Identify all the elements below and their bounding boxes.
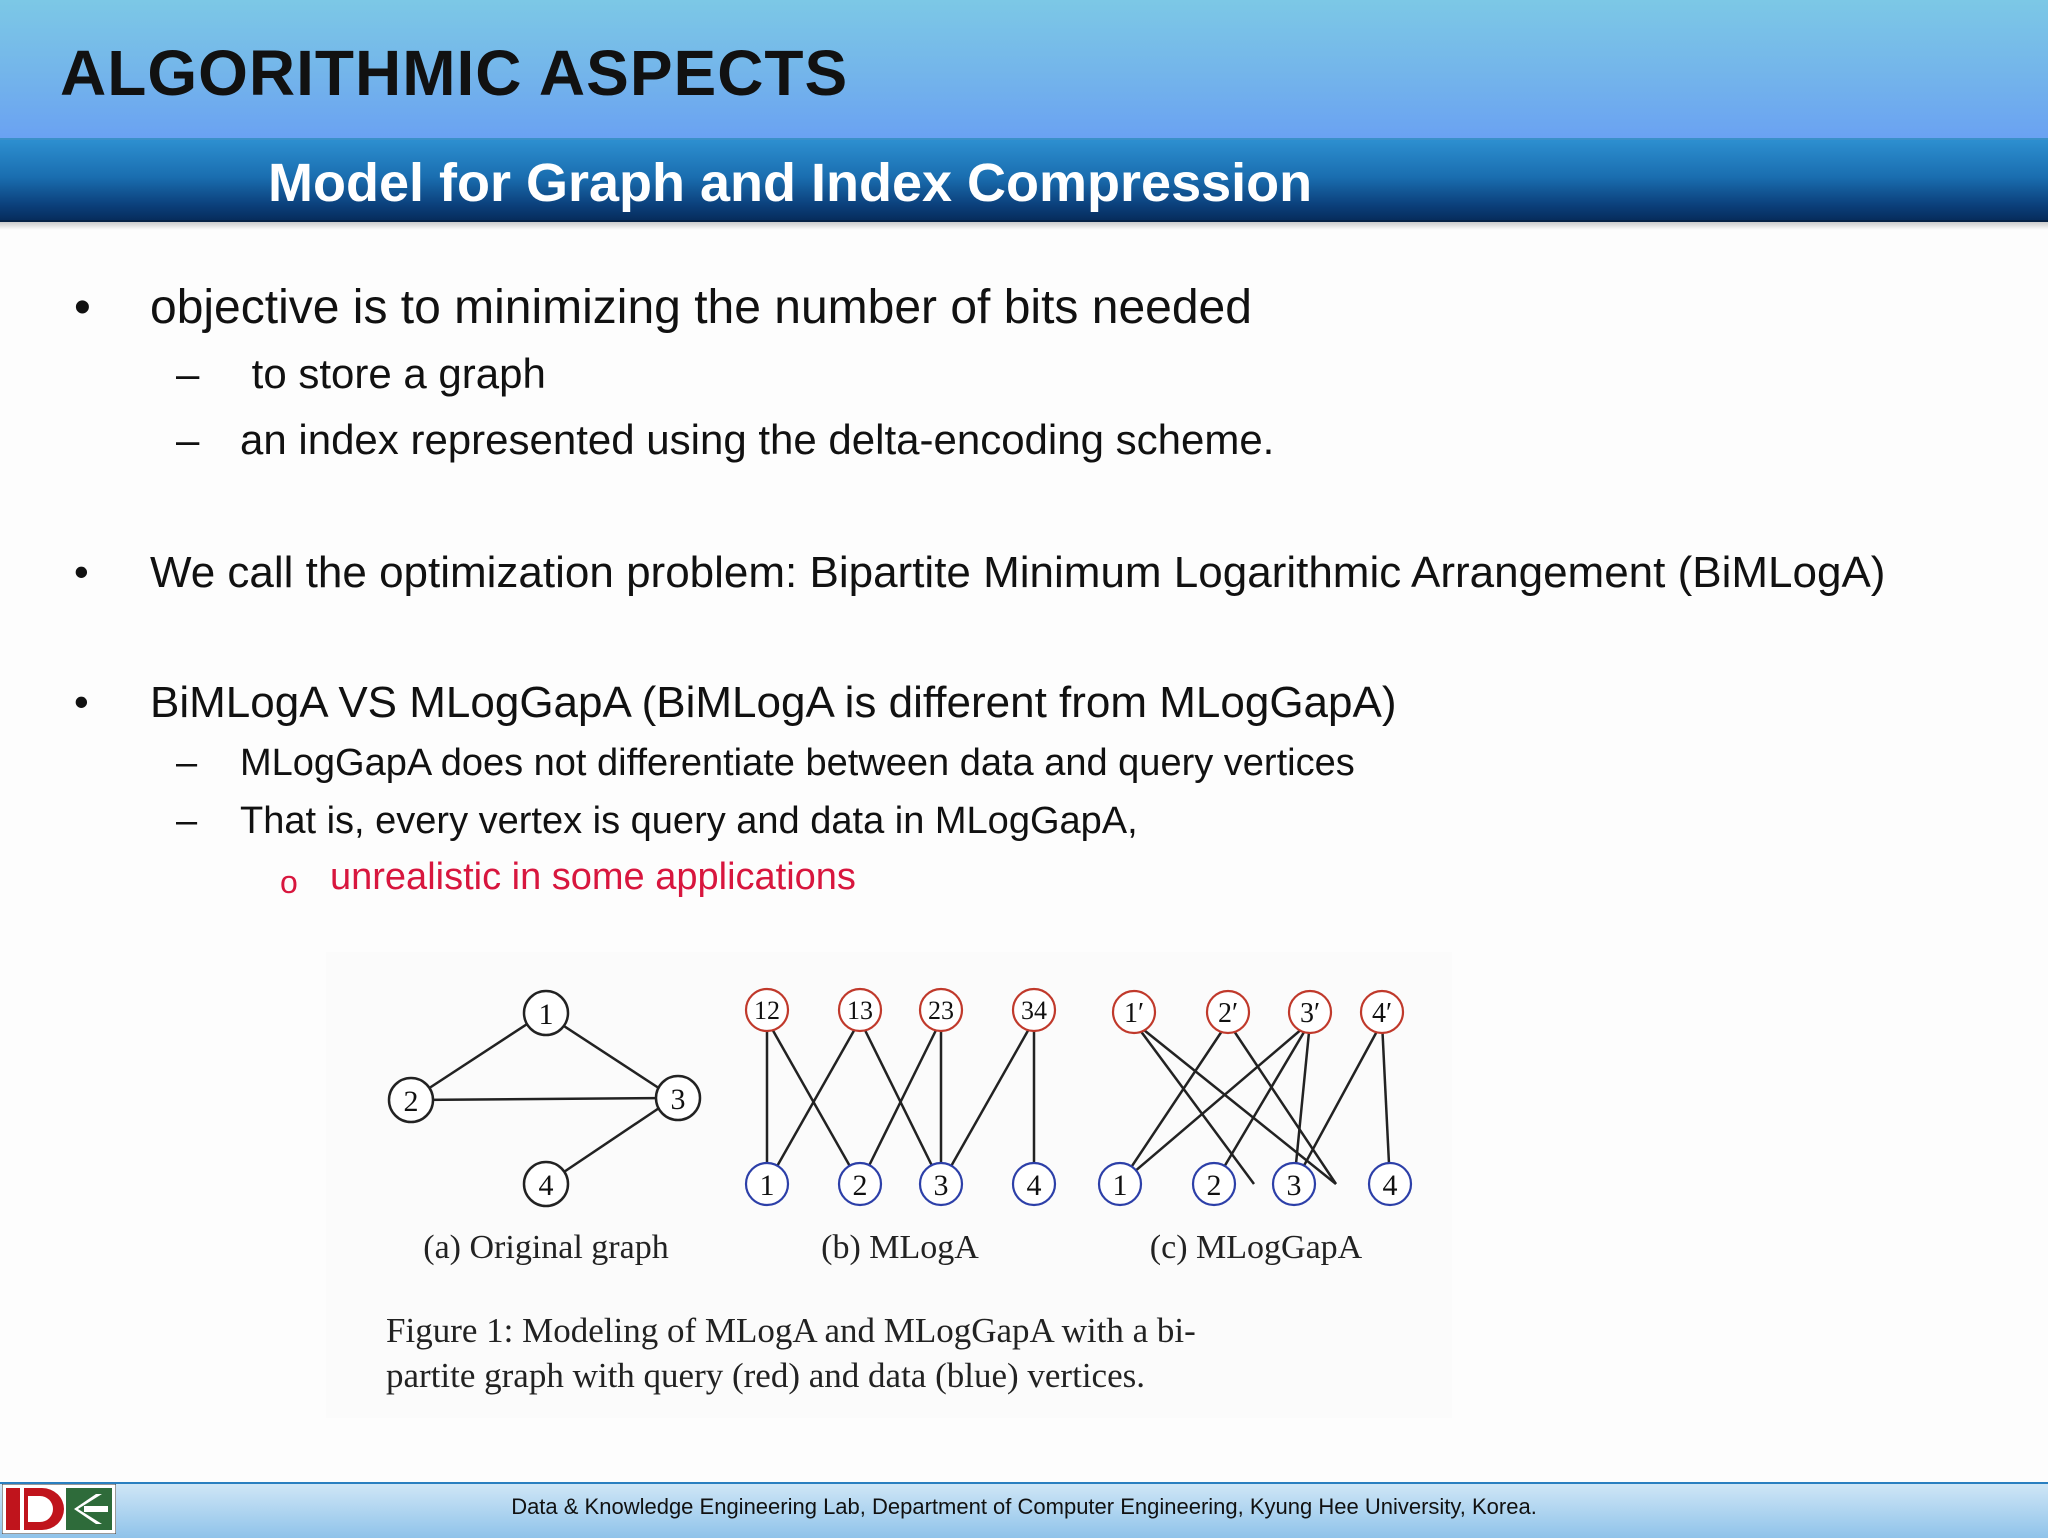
bullet-optimization-problem: We call the optimization problem: Bipartite Minimum Logarithmic Arrangement (BiMLogA) [150,548,1886,597]
graph-c-data-nodes [1099,1163,1411,1205]
dash-marker: – [176,416,200,463]
label-mloggapa: (c) MLogGapA [1149,1229,1363,1266]
footer-text: Data & Knowledge Engineering Lab, Department of Computer Engineering, Kyung Hee University, Korea. [511,1494,1537,1519]
slide-title: ALGORITHMIC ASPECTS [60,37,849,109]
graph-a-edges [411,1013,674,1184]
figure-bipartite-graphs [326,952,1452,1418]
bullet-marker: • [74,678,89,725]
graph-b-data-nodes [746,1163,1055,1205]
label-mloga: (b) MLogA [821,1229,979,1266]
graph-b-query-label: 13 [847,996,873,1025]
graph-c-data-label: 1 [1112,1169,1128,1202]
graph-a-node-label: 2 [403,1085,419,1118]
dash-marker: – [176,350,200,397]
bullet-bimloga-vs-mloggapa: BiMLogA VS MLogGapA (BiMLogA is different from MLogGapA) [150,678,1397,727]
circle-marker: o [280,864,298,900]
figure-caption-line2: partite graph with query (red) and data (blue) vertices. [386,1356,1145,1395]
slide-subtitle: Model for Graph and Index Compression [268,153,1313,213]
sub-bullet-store-graph: to store a graph [240,350,546,397]
graph-b-data-label: 2 [852,1169,868,1202]
graph-b-data-label: 3 [933,1169,949,1202]
graph-c-edges [1120,1022,1390,1184]
figure-caption-line1: Figure 1: Modeling of MLogA and MLogGapA with a bi- [386,1311,1196,1350]
graph-c-query-label: 2′ [1217,998,1239,1029]
dash-marker: – [176,800,198,842]
dash-marker: – [176,742,198,784]
graph-b-data-label: 4 [1026,1169,1042,1202]
sub-bullet-index: an index represented using the delta-encoding scheme. [240,416,1275,463]
graph-b-query-label: 23 [928,996,954,1025]
sub-sub-bullet-unrealistic: unrealistic in some applications [330,856,856,898]
graph-c-query-label: 1′ [1123,998,1145,1029]
bullet-objective: objective is to minimizing the number of bits needed [150,281,1252,334]
graph-b-data-label: 1 [759,1169,775,1202]
graph-b-query-label: 12 [754,996,780,1025]
figure-svg [326,952,1452,1418]
graph-c-data-label: 3 [1286,1169,1302,1202]
graph-b-query-label: 34 [1021,996,1047,1025]
graph-a-node-label: 4 [538,1169,554,1202]
graph-c-query-label: 3′ [1299,998,1321,1029]
graph-b-edges [767,1020,1034,1184]
bullet-marker: • [74,281,91,334]
sub-bullet-every-vertex: That is, every vertex is query and data in MLogGapA, [240,800,1138,842]
bullet-marker: • [74,548,89,595]
sub-bullet-no-differentiation: MLogGapA does not differentiate between data and query vertices [240,742,1355,784]
graph-c-data-label: 4 [1382,1169,1398,1202]
graph-c-query-label: 4′ [1371,998,1393,1029]
graph-b-query-nodes [746,989,1055,1031]
graph-c-query-nodes [1113,991,1403,1033]
label-original-graph: (a) Original graph [423,1229,669,1266]
graph-c-data-label: 2 [1206,1169,1222,1202]
graph-a-node-label: 1 [538,998,554,1031]
subtitle-shadow [0,220,2048,230]
graph-a-node-label: 3 [670,1083,686,1116]
